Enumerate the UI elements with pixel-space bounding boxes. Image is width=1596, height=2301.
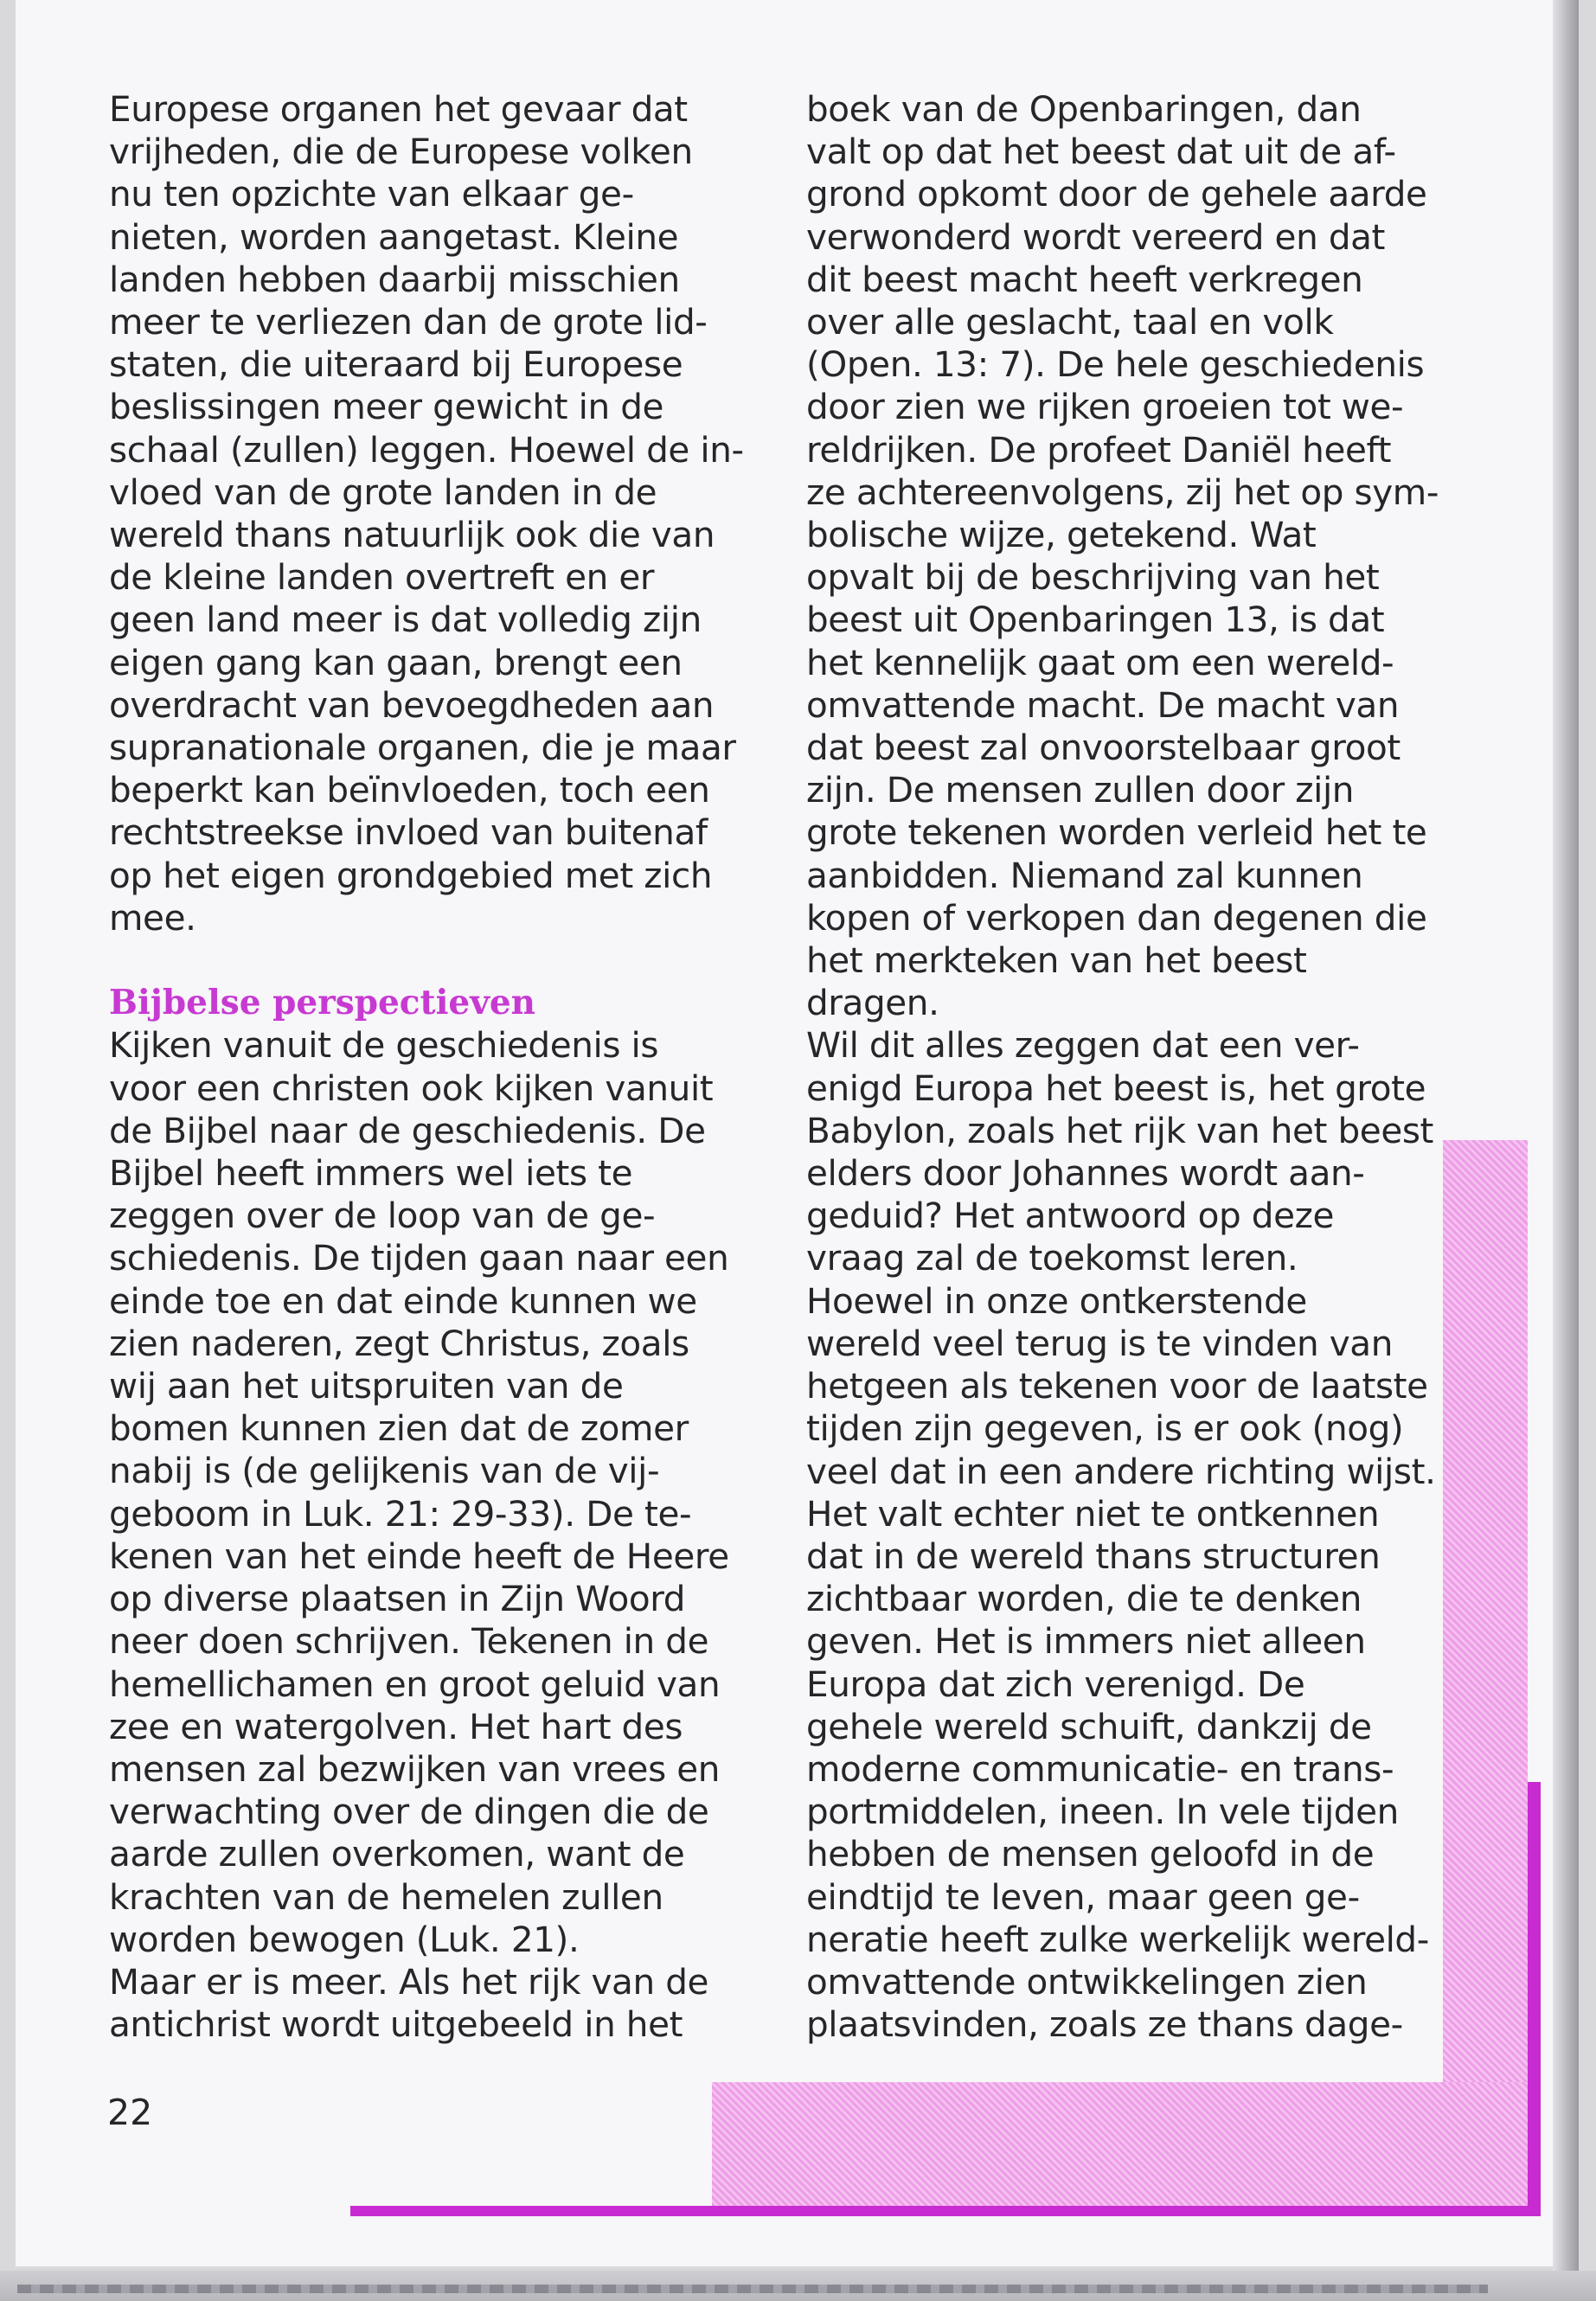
text-line: nabij is (de gelijkenis van de vij- xyxy=(109,1450,660,1492)
text-line: Bijbel heeft immers wel iets te xyxy=(109,1152,633,1195)
text-line: het merkteken van het beest xyxy=(806,939,1307,982)
text-line: wereld thans natuurlijk ook die van xyxy=(109,514,715,556)
decorative-magenta-bar-vertical xyxy=(1528,1782,1541,2216)
decorative-pink-pattern-vertical xyxy=(1443,1140,1528,2206)
text-line: het kennelijk gaat om een wereld- xyxy=(806,641,1394,683)
text-line: zee en watergolven. Het hart des xyxy=(109,1705,683,1747)
text-line: dat in de wereld thans structuren xyxy=(806,1535,1381,1577)
text-line: de kleine landen overtreft en er xyxy=(109,556,655,599)
text-line: Babylon, zoals het rijk van het beest xyxy=(806,1109,1434,1151)
text-line: mee. xyxy=(109,896,196,939)
text-line: kenen van het einde heeft de Heere xyxy=(109,1535,729,1577)
text-line: einde toe en dat einde kunnen we xyxy=(109,1279,697,1322)
text-line: hemellichamen en groot geluid van xyxy=(109,1663,721,1705)
text-line: gehele wereld schuift, dankzij de xyxy=(806,1705,1372,1747)
text-line: beslissingen meer gewicht in de xyxy=(109,386,664,428)
text-line: schaal (zullen) leggen. Hoewel de in- xyxy=(109,428,744,471)
text-line: bolische wijze, getekend. Wat xyxy=(806,514,1317,556)
text-line: kopen of verkopen dan degenen die xyxy=(806,896,1427,939)
text-line: boek van de Openbaringen, dan xyxy=(806,88,1362,130)
text-line: bomen kunnen zien dat de zomer xyxy=(109,1407,689,1450)
text-line: Europese organen het gevaar dat xyxy=(109,88,688,130)
text-line: geduid? Het antwoord op deze xyxy=(806,1195,1334,1237)
decorative-pink-pattern-bottom xyxy=(712,2082,1528,2206)
text-line: vrijheden, die de Europese volken xyxy=(109,131,693,173)
left-column xyxy=(109,88,744,2046)
book-spine-shadow xyxy=(1553,0,1579,2301)
text-line: staten, die uiteraard bij Europese xyxy=(109,343,683,386)
text-line: aanbidden. Niemand zal kunnen xyxy=(806,854,1363,896)
text-line: valt op dat het beest dat uit de af- xyxy=(806,131,1396,173)
text-line: reldrijken. De profeet Daniël heeft xyxy=(806,428,1392,471)
text-line: (Open. 13: 7). De hele geschiedenis xyxy=(806,343,1425,386)
text-line: eindtijd te leven, maar geen ge- xyxy=(806,1875,1360,1918)
text-line: moderne communicatie- en trans- xyxy=(806,1747,1394,1790)
text-line: beperkt kan beïnvloeden, toch een xyxy=(109,769,710,811)
text-line: eigen gang kan gaan, brengt een xyxy=(109,641,683,683)
text-line: plaatsvinden, zoals ze thans dage- xyxy=(806,2003,1403,2046)
text-line: portmiddelen, ineen. In vele tijden xyxy=(806,1791,1399,1833)
text-line: door zien we rijken groeien tot we- xyxy=(806,386,1404,428)
text-line: nieten, worden aangetast. Kleine xyxy=(109,215,679,258)
text-line: op het eigen grondgebied met zich xyxy=(109,854,713,896)
text-line: tijden zijn gegeven, is er ook (nog) xyxy=(806,1407,1404,1450)
text-line: zijn. De mensen zullen door zijn xyxy=(806,769,1355,811)
text-line: geboom in Luk. 21: 29-33). De te- xyxy=(109,1492,692,1535)
text-line: vraag zal de toekomst leren. xyxy=(806,1237,1298,1279)
text-line: rechtstreekse invloed van buitenaf xyxy=(109,811,708,854)
text-line: Europa dat zich verenigd. De xyxy=(806,1663,1305,1705)
text-line: neratie heeft zulke werkelijk wereld- xyxy=(806,1918,1429,1960)
text-line: enigd Europa het beest is, het grote xyxy=(806,1067,1426,1109)
text-line: verwachting over de dingen die de xyxy=(109,1791,709,1833)
right-column xyxy=(806,88,1438,2046)
text-line: aarde zullen overkomen, want de xyxy=(109,1833,685,1875)
text-line: wij aan het uitspruiten van de xyxy=(109,1365,624,1407)
text-line: verwonderd wordt vereerd en dat xyxy=(806,215,1386,258)
text-line: zichtbaar worden, die te denken xyxy=(806,1578,1362,1620)
text-line: Hoewel in onze ontkerstende xyxy=(806,1279,1307,1322)
text-line: vloed van de grote landen in de xyxy=(109,471,657,513)
text-line: worden bewogen (Luk. 21). xyxy=(109,1918,580,1960)
text-line: wereld veel terug is te vinden van xyxy=(806,1322,1393,1364)
text-line: dat beest zal onvoorstelbaar groot xyxy=(806,727,1401,769)
text-line: Het valt echter niet te ontkennen xyxy=(806,1492,1380,1535)
text-line: grote tekenen worden verleid het te xyxy=(806,811,1427,854)
text-line: supranationale organen, die je maar xyxy=(109,727,736,769)
scan-edge-artifact xyxy=(17,2285,1488,2293)
text-line: omvattende macht. De macht van xyxy=(806,683,1400,726)
text-line: zien naderen, zegt Christus, zoals xyxy=(109,1322,689,1364)
text-line: antichrist wordt uitgebeeld in het xyxy=(109,2003,683,2046)
left-paragraph-1 xyxy=(109,88,744,939)
text-line: Maar er is meer. Als het rijk van de xyxy=(109,1960,709,2003)
text-line: schiedenis. De tijden gaan naar een xyxy=(109,1237,729,1279)
text-line: over alle geslacht, taal en volk xyxy=(806,301,1334,343)
text-line: overdracht van bevoegdheden aan xyxy=(109,683,715,726)
text-line: ze achtereenvolgens, zij het op sym- xyxy=(806,471,1439,513)
text-line: dragen. xyxy=(806,982,939,1024)
text-line: omvattende ontwikkelingen zien xyxy=(806,1960,1368,2003)
text-line: de Bijbel naar de geschiedenis. De xyxy=(109,1109,706,1151)
text-line: Wil dit alles zeggen dat een ver- xyxy=(806,1024,1360,1067)
text-line: grond opkomt door de gehele aarde xyxy=(806,173,1427,215)
text-line: krachten van de hemelen zullen xyxy=(109,1875,663,1918)
text-line: landen hebben daarbij misschien xyxy=(109,258,680,300)
text-line: veel dat in een andere richting wijst. xyxy=(806,1450,1436,1492)
paragraph-gap xyxy=(109,939,740,982)
text-line: neer doen schrijven. Tekenen in de xyxy=(109,1620,709,1663)
text-line: dit beest macht heeft verkregen xyxy=(806,258,1363,300)
text-line: Kijken vanuit de geschiedenis is xyxy=(109,1024,659,1067)
section-heading: Bijbelse perspectieven xyxy=(109,983,536,1023)
page-number: 22 xyxy=(107,2092,153,2133)
text-line: voor een christen ook kijken vanuit xyxy=(109,1067,714,1109)
text-line: hetgeen als tekenen voor de laatste xyxy=(806,1365,1428,1407)
text-line: meer te verliezen dan de grote lid- xyxy=(109,301,708,343)
text-line: hebben de mensen geloofd in de xyxy=(806,1833,1375,1875)
left-paragraph-2 xyxy=(109,1024,740,2046)
text-line: geen land meer is dat volledig zijn xyxy=(109,599,702,641)
text-line: nu ten opzichte van elkaar ge- xyxy=(109,173,634,215)
text-line: geven. Het is immers niet alleen xyxy=(806,1620,1366,1663)
text-line: mensen zal bezwijken van vrees en xyxy=(109,1747,721,1790)
text-line: op diverse plaatsen in Zijn Woord xyxy=(109,1578,686,1620)
text-line: elders door Johannes wordt aan- xyxy=(806,1152,1365,1195)
text-line: opvalt bij de beschrijving van het xyxy=(806,556,1380,599)
decorative-magenta-bar-horizontal xyxy=(350,2206,1541,2216)
text-line: beest uit Openbaringen 13, is dat xyxy=(806,599,1385,641)
text-line: zeggen over de loop van de ge- xyxy=(109,1195,656,1237)
